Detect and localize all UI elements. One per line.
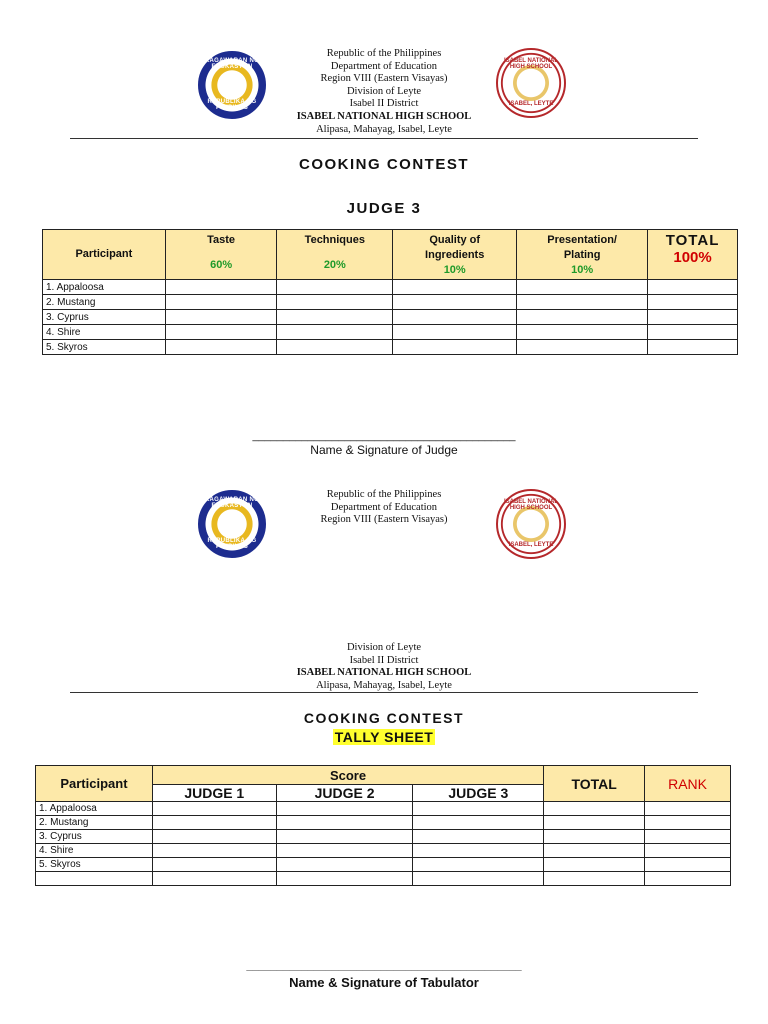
col-presentation-label: Presentation/ Plating [547,234,617,261]
col-presentation-pct: 10% [571,264,594,276]
table-row [43,325,738,340]
table-row [36,816,731,830]
tally-col-judge3: JUDGE 3 [413,785,544,802]
score-cell[interactable] [276,872,413,886]
score-cell[interactable] [393,340,517,355]
tally-subtitle-wrap [0,729,768,747]
table-row [36,858,731,872]
col-techniques-pct: 20% [323,259,346,271]
tally-col-rank: RANK [645,766,731,802]
header-divider [70,138,698,139]
rank-cell[interactable] [645,844,731,858]
score-cell[interactable] [165,340,277,355]
score-cell[interactable] [276,830,413,844]
score-cell[interactable] [277,310,393,325]
inhs-seal-bottom-text: ISABEL, LEYTE [508,542,554,548]
total-cell[interactable] [544,844,645,858]
rank-cell[interactable] [645,858,731,872]
rank-cell[interactable] [645,802,731,816]
score-cell[interactable] [413,816,544,830]
score-cell[interactable] [276,816,413,830]
score-cell[interactable] [276,858,413,872]
col-total [648,230,738,280]
participant-name: 5. Skyros [43,340,166,355]
participant-name: 3. Cyprus [36,830,153,844]
score-cell[interactable] [277,325,393,340]
col-taste-label: Taste [207,234,236,246]
school-name: ISABEL NATIONAL HIGH SCHOOL [296,110,472,122]
table-row [43,340,738,355]
score-cell[interactable] [517,340,648,355]
score-cell[interactable] [517,310,648,325]
total-cell[interactable] [544,830,645,844]
header-line: Republic of the Philippines [326,489,442,500]
col-techniques [277,230,393,280]
score-cell[interactable] [413,844,544,858]
score-cell[interactable] [152,872,276,886]
tally-col-judge2: JUDGE 2 [276,785,413,802]
participant-name: 4. Shire [43,325,166,340]
score-cell[interactable] [152,844,276,858]
score-cell[interactable] [413,872,544,886]
score-cell[interactable] [165,310,277,325]
total-cell[interactable] [544,858,645,872]
header-line: Republic of the Philippines [326,48,442,59]
score-cell[interactable] [277,340,393,355]
rank-cell[interactable] [645,872,731,886]
tally-col-judge1: JUDGE 1 [152,785,276,802]
col-quality [393,230,517,280]
score-cell[interactable] [517,295,648,310]
rank-cell[interactable] [645,830,731,844]
table-row [43,280,738,295]
participant-name [36,872,153,886]
judge-score-table [42,229,738,355]
total-cell[interactable] [544,802,645,816]
deped-seal-top-text: KAGAWARAN NG EDUKASYON [204,497,260,509]
score-cell[interactable] [276,844,413,858]
tabulator-signature-line: _____________________________________________ [246,960,522,972]
total-cell[interactable] [648,340,738,355]
score-cell[interactable] [152,816,276,830]
score-cell[interactable] [413,802,544,816]
table-row [36,844,731,858]
tally-table [35,765,731,886]
header-line: Division of Leyte [346,642,422,653]
contest-title: COOKING CONTEST [303,710,465,726]
score-cell[interactable] [393,280,517,295]
participant-name: 4. Shire [36,844,153,858]
table-row [43,310,738,325]
tally-col-score: Score [152,766,543,785]
header-line: Department of Education [330,501,438,513]
table-row [36,802,731,816]
total-cell[interactable] [648,310,738,325]
participant-name: 3. Cyprus [43,310,166,325]
school-address: Alipasa, Mahayag, Isabel, Leyte [316,123,452,135]
total-cell[interactable] [544,872,645,886]
header-block [234,489,534,527]
header-line: Isabel II District [349,98,419,110]
participant-name: 2. Mustang [36,816,153,830]
participant-name: 1. Appaloosa [43,280,166,295]
total-cell[interactable] [648,295,738,310]
participant-name: 1. Appaloosa [36,802,153,816]
col-presentation [517,230,648,280]
score-cell[interactable] [165,280,277,295]
score-cell[interactable] [152,802,276,816]
tally-col-total: TOTAL [544,766,645,802]
score-cell[interactable] [393,325,517,340]
score-cell[interactable] [277,295,393,310]
col-taste [165,230,277,280]
table-row [36,830,731,844]
header-line: Isabel II District [349,654,419,666]
col-total-label: TOTAL [665,232,720,249]
score-cell[interactable] [393,310,517,325]
school-address: Alipasa, Mahayag, Isabel, Leyte [316,679,452,691]
tally-subtitle: TALLY SHEET [334,729,434,745]
participant-name: 5. Skyros [36,858,153,872]
contest-title: COOKING CONTEST [298,156,469,173]
tally-col-participant: Participant [36,766,153,802]
col-quality-pct: 10% [443,264,466,276]
score-cell[interactable] [165,295,277,310]
deped-seal-top-text: KAGAWARAN NG EDUKASYON [204,58,260,70]
score-cell[interactable] [152,858,276,872]
deped-seal-bottom-text: REPUBLIKA NG PILIPINAS [207,99,257,111]
header-block [234,48,534,136]
rank-cell[interactable] [645,816,731,830]
judge-signature-label: Name & Signature of Judge [310,443,458,457]
score-cell[interactable] [393,295,517,310]
score-cell[interactable] [517,325,648,340]
score-cell[interactable] [276,802,413,816]
score-cell[interactable] [413,830,544,844]
total-cell[interactable] [648,325,738,340]
inhs-seal-top-text: ISABEL NATIONAL HIGH SCHOOL [503,58,559,70]
col-techniques-label: Techniques [304,234,365,246]
inhs-seal-icon [496,489,566,559]
inhs-seal-bottom-text: ISABEL, LEYTE [508,101,554,107]
score-cell[interactable] [517,280,648,295]
total-cell[interactable] [648,280,738,295]
score-cell[interactable] [152,830,276,844]
school-name: ISABEL NATIONAL HIGH SCHOOL [296,667,472,679]
judge-title: JUDGE 3 [346,200,422,217]
score-cell[interactable] [165,325,277,340]
total-cell[interactable] [544,816,645,830]
header-line: Department of Education [330,60,438,72]
header-block [234,642,534,692]
tabulator-signature-label: Name & Signature of Tabulator [289,975,479,990]
participant-name: 2. Mustang [43,295,166,310]
judge-signature-line: ___________________________________________ [252,430,516,442]
col-quality-label: Quality of Ingredients [425,234,485,261]
header-line: Region VIII (Eastern Visayas) [320,73,448,85]
table-row [36,872,731,886]
table-row [43,295,738,310]
deped-seal-bottom-text: REPUBLIKA NG PILIPINAS [207,538,257,550]
col-participant: Participant [43,230,166,280]
inhs-seal-top-text: ISABEL NATIONAL HIGH SCHOOL [503,499,559,511]
col-total-pct: 100% [673,249,712,266]
score-cell[interactable] [413,858,544,872]
header-line: Division of Leyte [346,85,422,97]
inhs-seal-icon [496,48,566,118]
header-divider [70,692,698,693]
header-line: Region VIII (Eastern Visayas) [320,514,448,526]
col-taste-pct: 60% [210,259,233,271]
score-cell[interactable] [277,280,393,295]
